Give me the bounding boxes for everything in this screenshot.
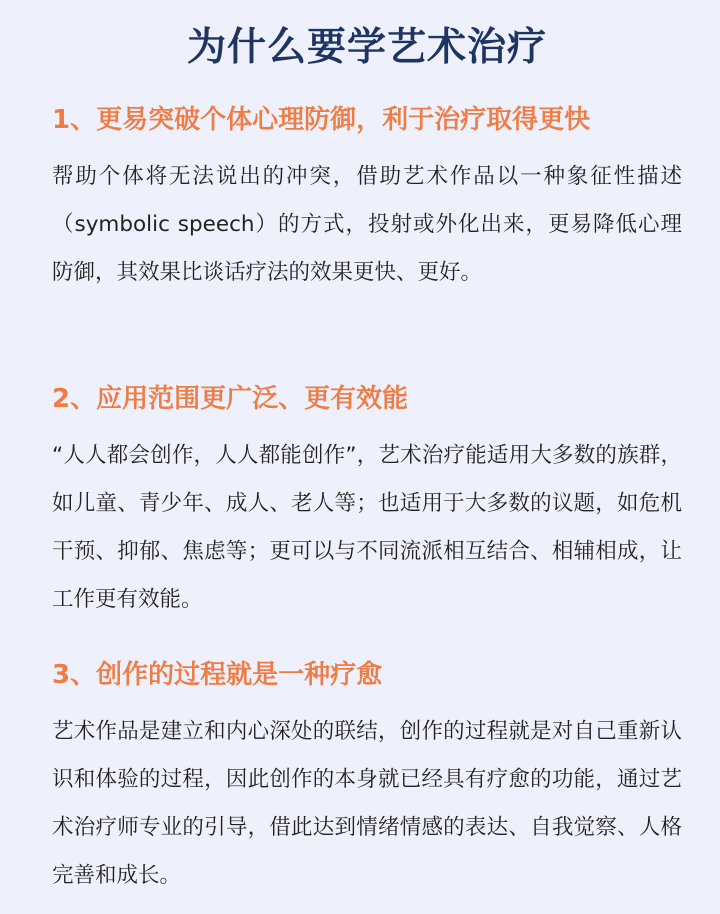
section-3 [52, 658, 682, 900]
page-title: 为什么要学艺术治疗 [186, 25, 547, 70]
section-heading: 1、更易突破个体心理防御，利于治疗取得更快 [52, 105, 591, 135]
section-body: “人人都会创作，人人都能创作”，艺术治疗能适用大多数的族群，如儿童、青少年、成人、老人等；也适用于大多数的议题，如危机干预、抑郁、焦虑等；更可以与不同流派相互结合、相辅相成，让工作更有效能。 [52, 443, 682, 612]
section-body: 帮助个体将无法说出的冲突，借助艺术作品以一种象征性描述（symbolic speech）的方式，投射或外化出来，更易降低心理防御，其效果比谈话疗法的效果更快、更好。 [52, 164, 682, 285]
section-body: 艺术作品是建立和内心深处的联结，创作的过程就是对自己重新认识和体验的过程，因此创作的本身就已经具有疗愈的功能，通过艺术治疗师专业的引导，借此达到情绪情感的表达、自我觉察、人格完善和成长。 [52, 719, 682, 888]
section-1 [52, 103, 682, 297]
section-heading: 2、应用范围更广泛、更有效能 [52, 384, 409, 414]
section-heading: 3、创作的过程就是一种疗愈 [52, 660, 383, 690]
section-2 [52, 382, 682, 624]
